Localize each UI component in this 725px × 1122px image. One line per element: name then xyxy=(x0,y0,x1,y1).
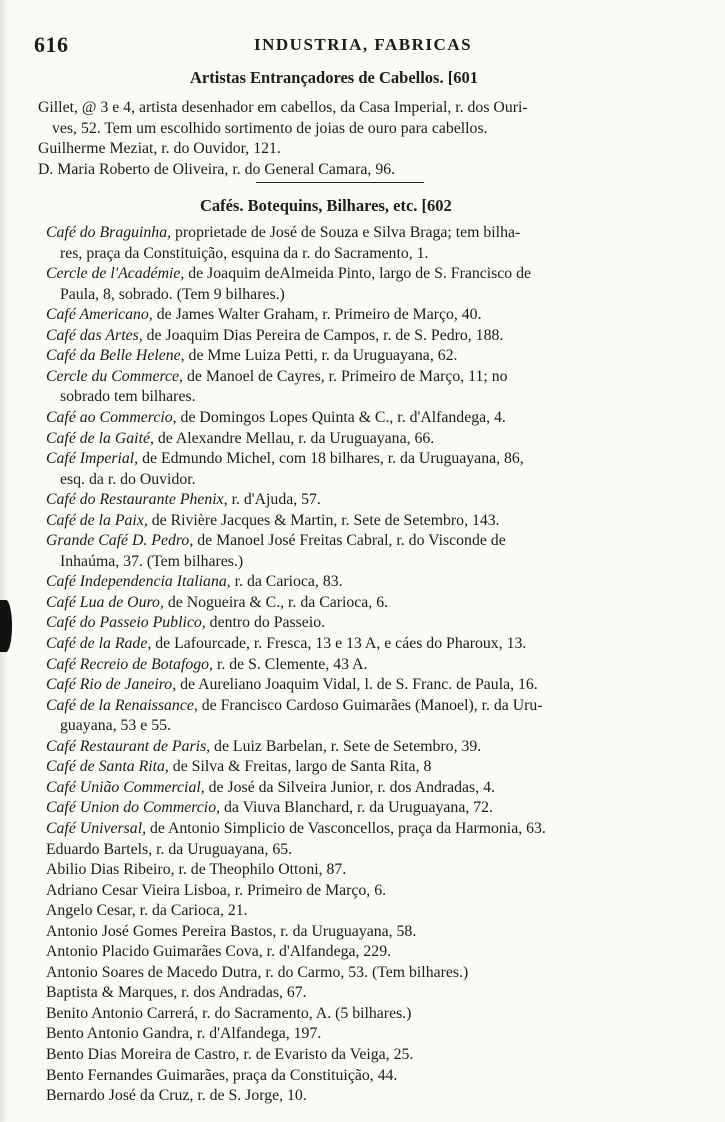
directory-entry xyxy=(46,531,506,551)
entry-text: de Edmundo Michel, com 18 bilhares, r. da Uruguayana, 86, xyxy=(138,450,524,468)
entry-text: Angelo Cesar, r. da Carioca, 21. xyxy=(46,902,248,920)
entry-text: de Nogueira & C., r. da Carioca, 6. xyxy=(163,593,389,611)
directory-entry xyxy=(46,264,531,284)
entry-text: de Rivière Jacques & Martin, r. Sete de Setembro, 143. xyxy=(147,511,500,529)
establishment-name: Café de Santa Rita, xyxy=(46,758,169,776)
entry-text: de Antonio Simplicio de Vasconcellos, praça da Harmonia, 63. xyxy=(146,819,546,837)
establishment-name: Café de la Renaissance, xyxy=(46,696,198,714)
entry-text: de James Walter Graham, r. Primeiro de Março, 40. xyxy=(152,306,482,324)
directory-entry xyxy=(46,572,343,592)
entry-text: da Viuva Blanchard, r. da Uruguayana, 72. xyxy=(220,799,493,817)
establishment-name: Café Lua de Ouro, xyxy=(46,593,164,611)
entry-text: sobrado tem bilhares. xyxy=(60,388,196,406)
directory-entry-continuation xyxy=(60,470,196,490)
entry-text: Bento Dias Moreira de Castro, r. de Evaristo da Veiga, 25. xyxy=(46,1046,414,1063)
entry-text: de Manoel de Cayres, r. Primeiro de Março, 11; no xyxy=(183,367,508,385)
establishment-name: Café do Braguinha, xyxy=(46,224,172,241)
entry-text: res, praça da Constituição, esquina da r. do Sacramento, 1. xyxy=(60,244,429,262)
directory-entry xyxy=(46,881,386,901)
entry-text: Inhaúma, 37. (Tem bilhares.) xyxy=(60,552,244,570)
entry-text: Gillet, @ 3 e 4, artista desenhador em cabellos, da Casa Imperial, r. dos Ouri- xyxy=(38,99,528,116)
entry-text: Abilio Dias Ribeiro, r. de Theophilo Ottoni, 87. xyxy=(46,861,347,879)
directory-entry-continuation xyxy=(60,244,428,264)
directory-entry xyxy=(46,326,503,346)
page-number: 616 xyxy=(34,32,69,57)
directory-entry xyxy=(46,1004,411,1024)
directory-entry xyxy=(46,1024,321,1044)
directory-entry xyxy=(46,963,468,983)
entry-text: r. da Carioca, 83. xyxy=(230,573,343,591)
entry-text: de Domingos Lopes Quinta & C., r. d'Alfandega, 4. xyxy=(176,408,506,426)
directory-entry xyxy=(46,593,388,613)
section-title: Artistas Entrançadores de Cabellos. [601 xyxy=(190,68,478,87)
directory-entry xyxy=(46,840,292,860)
directory-entry xyxy=(46,1045,413,1065)
entry-text: de Joaquim Dias Pereira de Campos, r. de S. Pedro, 188. xyxy=(142,326,504,344)
establishment-name: Café Imperial, xyxy=(46,450,139,468)
entry-text: de Mme Luiza Petti, r. da Uruguayana, 62. xyxy=(184,347,458,365)
entry-text: de Francisco Cardoso Guimarães (Manoel), r. da Uru- xyxy=(197,696,543,714)
entry-text: Guilherme Meziat, r. do Ouvidor, 121. xyxy=(38,140,281,158)
establishment-name: Café do Passeio Publico, xyxy=(46,614,206,632)
entry-text: Adriano Cesar Vieira Lisboa, r. Primeiro de Março, 6. xyxy=(46,881,387,899)
entry-text: Benito Antonio Carrerá, r. do Sacramento, A. (5 bilhares.) xyxy=(46,1004,412,1022)
directory-entry xyxy=(46,798,493,818)
directory-entry xyxy=(46,901,248,921)
entry-text: Bento Fernandes Guimarães, praça da Constituição, 44. xyxy=(46,1066,398,1084)
entry-text: de Alexandre Mellau, r. da Uruguayana, 66. xyxy=(153,429,435,447)
directory-entry xyxy=(46,490,321,510)
entry-text: de José da Silveira Junior, r. dos Andradas, 4. xyxy=(204,778,495,796)
establishment-name: Café Independencia Italiana, xyxy=(46,573,231,591)
entry-text: ves, 52. Tem um escolhido sortimento de joias de ouro para cabellos. xyxy=(52,119,488,137)
entry-text: dentro do Passeio. xyxy=(205,614,326,632)
directory-entry-continuation xyxy=(60,285,285,305)
directory-entry xyxy=(46,860,346,880)
directory-entry xyxy=(46,737,481,757)
entry-text: r. d'Ajuda, 57. xyxy=(227,491,321,509)
directory-entry xyxy=(46,655,367,675)
entry-text: de Lafourcade, r. Fresca, 13 e 13 A, e cáes do Pharoux, 13. xyxy=(151,635,527,652)
establishment-name: Cercle du Commerce, xyxy=(46,367,184,385)
establishment-name: Cercle de l'Académie, xyxy=(46,265,185,283)
directory-entry-continuation xyxy=(52,119,488,139)
directory-entry xyxy=(46,757,431,777)
establishment-name: Café de la Rade, xyxy=(46,635,152,652)
page-header xyxy=(34,30,684,60)
entry-text: Antonio Placido Guimarães Cova, r. d'Alfandega, 229. xyxy=(46,943,392,961)
directory-entry xyxy=(46,634,526,654)
establishment-name: Café Recreio de Botafogo, xyxy=(46,655,213,673)
entry-text: proprietade de José de Souza e Silva Braga; tem bilha- xyxy=(171,224,521,241)
page-gutter-shadow xyxy=(0,0,8,1122)
establishment-name: Café Americano, xyxy=(46,306,153,324)
section-title: Cafés. Botequins, Bilhares, etc. [602 xyxy=(200,196,452,215)
directory-entry xyxy=(46,346,457,366)
entry-text: Antonio José Gomes Pereira Bastos, r. da Uruguayana, 58. xyxy=(46,922,417,940)
establishment-name: Café Universal, xyxy=(46,819,147,837)
entry-text: esq. da r. do Ouvidor. xyxy=(60,470,196,488)
directory-entry xyxy=(46,922,416,942)
directory-entry xyxy=(46,1086,307,1106)
entry-text: Baptista & Marques, r. dos Andradas, 67. xyxy=(46,984,307,1002)
directory-entry xyxy=(46,819,546,839)
running-title: INDUSTRIA, FABRICAS xyxy=(254,35,473,54)
establishment-name: Grande Café D. Pedro, xyxy=(46,532,194,550)
establishment-name: Café Union do Commercio, xyxy=(46,799,221,817)
establishment-name: Café da Belle Helene, xyxy=(46,347,185,365)
establishment-name: Café de la Paix, xyxy=(46,511,148,529)
directory-entry xyxy=(46,408,506,428)
directory-entry-continuation xyxy=(60,716,171,736)
directory-entry xyxy=(38,160,395,180)
entry-text: de Silva & Freitas, largo de Santa Rita, 8 xyxy=(168,758,432,776)
directory-entry xyxy=(46,305,482,325)
establishment-name: Café do Restaurante Phenix, xyxy=(46,491,228,509)
entry-text: de Aureliano Joaquim Vidal, l. de S. Franc. de Paula, 16. xyxy=(176,676,538,694)
entry-text: Bernardo José da Cruz, r. de S. Jorge, 10. xyxy=(46,1087,307,1105)
directory-entry xyxy=(46,696,543,716)
directory-entry xyxy=(46,429,434,449)
binding-mark xyxy=(0,600,12,652)
establishment-name: Café das Artes, xyxy=(46,326,143,344)
directory-entry-continuation xyxy=(60,552,243,572)
directory-entry xyxy=(46,1066,397,1086)
entry-text: de Joaquim deAlmeida Pinto, largo de S. Francisco de xyxy=(184,265,532,283)
directory-entry xyxy=(46,449,524,469)
establishment-name: Café ao Commercio, xyxy=(46,408,177,426)
section-divider xyxy=(256,182,424,183)
entry-text: r. de S. Clemente, 43 A. xyxy=(213,655,368,673)
directory-entry xyxy=(46,613,325,633)
directory-entry xyxy=(46,675,538,695)
entry-text: guayana, 53 e 55. xyxy=(60,717,171,735)
directory-entry xyxy=(46,223,520,243)
establishment-name: Café de la Gaité, xyxy=(46,429,154,447)
entry-text: D. Maria Roberto de Oliveira, r. do General Camara, 96. xyxy=(38,160,396,178)
entry-text: de Luiz Barbelan, r. Sete de Setembro, 39. xyxy=(210,737,482,755)
directory-entry xyxy=(46,778,495,798)
establishment-name: Café Rio de Janeiro, xyxy=(46,676,177,694)
entry-text: Bento Antonio Gandra, r. d'Alfandega, 197. xyxy=(46,1025,322,1043)
directory-entry-continuation xyxy=(60,387,196,407)
directory-entry xyxy=(46,942,391,962)
directory-entry xyxy=(38,139,281,159)
directory-entry xyxy=(46,511,500,531)
establishment-name: Café União Commercial, xyxy=(46,778,205,796)
entry-text: Eduardo Bartels, r. da Uruguayana, 65. xyxy=(46,840,293,858)
entry-text: Paula, 8, sobrado. (Tem 9 bilhares.) xyxy=(60,285,285,303)
directory-entry xyxy=(46,983,307,1003)
entry-text: de Manoel José Freitas Cabral, r. do Visconde de xyxy=(193,532,506,550)
establishment-name: Café Restaurant de Paris, xyxy=(46,737,211,755)
directory-entry xyxy=(46,367,508,387)
directory-entry xyxy=(38,98,528,118)
entry-text: Antonio Soares de Macedo Dutra, r. do Carmo, 53. (Tem bilhares.) xyxy=(46,963,469,981)
